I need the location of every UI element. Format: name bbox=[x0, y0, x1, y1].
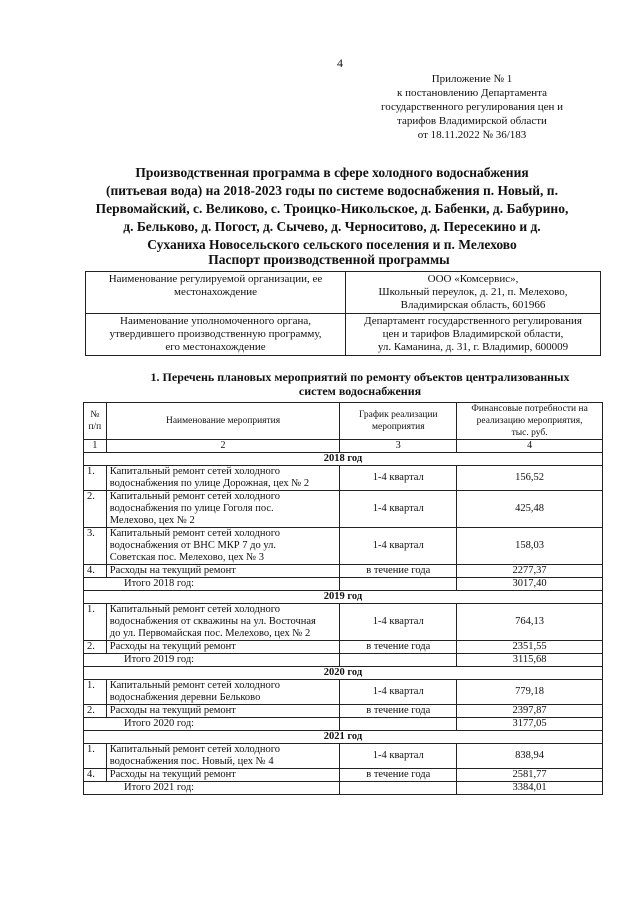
passport-value-line: ООО «Комсервис», bbox=[427, 273, 519, 285]
section-title-line: систем водоснабжения bbox=[298, 384, 422, 398]
passport-value-line: Владимирская область, 601966 bbox=[400, 299, 546, 311]
total-amount: 3017,40 bbox=[457, 578, 603, 591]
measure-amount: 156,52 bbox=[457, 466, 603, 491]
measure-schedule: в течение года bbox=[340, 565, 457, 578]
table-row bbox=[84, 680, 603, 705]
column-number: 1 bbox=[84, 440, 107, 453]
measure-name-line: Расходы на текущий ремонт bbox=[109, 769, 236, 780]
header-name bbox=[106, 403, 340, 440]
table-row bbox=[84, 705, 603, 718]
measure-name-line: Расходы на текущий ремонт bbox=[109, 705, 236, 716]
year-row bbox=[84, 591, 603, 604]
measure-amount: 2351,55 bbox=[457, 641, 603, 654]
header-line: п/п bbox=[88, 422, 102, 432]
title-line: Первомайский, с. Великово, с. Троицко-Никольское, д. Бабенки, д. Бабурино, bbox=[95, 201, 569, 216]
header-schedule bbox=[340, 403, 457, 440]
row-number: 3. bbox=[84, 528, 107, 565]
row-number: 1. bbox=[84, 680, 107, 705]
measure-name bbox=[106, 705, 340, 718]
passport-value-line: Школьный переулок, д. 21, п. Мелехово, bbox=[378, 286, 568, 298]
measure-name-line: Расходы на текущий ремонт bbox=[109, 641, 236, 652]
measure-schedule: 1-4 квартал bbox=[340, 744, 457, 769]
total-empty-cell bbox=[340, 654, 457, 667]
measure-name-line: Капитальный ремонт сетей холодного bbox=[109, 528, 281, 539]
measure-schedule: 1-4 квартал bbox=[340, 680, 457, 705]
total-row bbox=[84, 654, 603, 667]
year-label: 2021 год bbox=[84, 731, 603, 744]
header-line: График реализации bbox=[359, 410, 438, 420]
measure-name bbox=[106, 528, 340, 565]
measure-name-line: Советская пос. Мелехово, цех № 3 bbox=[109, 552, 265, 563]
measure-schedule: в течение года bbox=[340, 705, 457, 718]
appendix-line: тарифов Владимирской области bbox=[397, 115, 547, 127]
measure-name bbox=[106, 491, 340, 528]
title-line: (питьевая вода) на 2018-2023 годы по системе водоснабжения п. Новый, п. bbox=[106, 183, 558, 198]
measure-name-line: Мелехово, цех № 2 bbox=[109, 515, 195, 526]
measure-name-line: Капитальный ремонт сетей холодного bbox=[109, 744, 281, 755]
appendix-block bbox=[352, 72, 592, 142]
table-header-row bbox=[84, 403, 603, 440]
row-number: 4. bbox=[84, 565, 107, 578]
page-number: 4 bbox=[337, 56, 343, 70]
passport-row bbox=[86, 272, 601, 314]
passport-label-line: местонахождение bbox=[174, 286, 257, 298]
document-title bbox=[88, 164, 576, 254]
title-line: д. Бельково, д. Погост, д. Сычево, д. Черноситово, д. Пересекино и д. bbox=[123, 219, 541, 234]
measure-name bbox=[106, 604, 340, 641]
header-number bbox=[84, 403, 107, 440]
passport-value-line: Департамент государственного регулирования bbox=[364, 315, 582, 327]
appendix-line: от 18.11.2022 № 36/183 bbox=[417, 129, 527, 141]
measure-schedule: 1-4 квартал bbox=[340, 491, 457, 528]
table-row bbox=[84, 491, 603, 528]
title-line: Производственная программа в сфере холодного водоснабжения bbox=[135, 165, 529, 180]
year-row bbox=[84, 453, 603, 466]
measure-schedule: 1-4 квартал bbox=[340, 466, 457, 491]
total-amount: 3384,01 bbox=[457, 782, 603, 795]
row-number: 1. bbox=[84, 466, 107, 491]
year-row bbox=[84, 731, 603, 744]
table-row bbox=[84, 466, 603, 491]
total-empty-cell bbox=[340, 578, 457, 591]
appendix-line: государственного регулирования цен и bbox=[380, 101, 564, 113]
passport-label-line: его местонахождение bbox=[165, 341, 266, 353]
passport-value-line: цен и тарифов Владимирской области, bbox=[382, 328, 564, 340]
measures-table bbox=[83, 402, 603, 795]
column-number-row bbox=[84, 440, 603, 453]
measure-name bbox=[106, 744, 340, 769]
measure-name bbox=[106, 466, 340, 491]
passport-label-line: утвердившего производственную программу, bbox=[109, 328, 322, 340]
column-number: 3 bbox=[340, 440, 457, 453]
measure-name bbox=[106, 565, 340, 578]
measure-name-line: Капитальный ремонт сетей холодного bbox=[109, 491, 281, 502]
table-row bbox=[84, 528, 603, 565]
passport-value-line: ул. Каманина, д. 31, г. Владимир, 600009 bbox=[377, 341, 569, 353]
measure-name-line: водоснабжения по улице Дорожная, цех № 2 bbox=[109, 478, 310, 489]
table-row bbox=[84, 769, 603, 782]
header-line: тыс. руб. bbox=[511, 428, 548, 438]
row-number: 2. bbox=[84, 491, 107, 528]
header-line: № bbox=[90, 410, 100, 420]
measure-name-line: водоснабжения от скважины на ул. Восточная bbox=[109, 616, 316, 627]
measure-name-line: водоснабжения деревни Бельково bbox=[109, 692, 261, 703]
measure-name-line: Капитальный ремонт сетей холодного bbox=[109, 604, 281, 615]
row-number: 4. bbox=[84, 769, 107, 782]
measure-amount: 158,03 bbox=[457, 528, 603, 565]
column-number: 4 bbox=[457, 440, 603, 453]
measure-name-line: водоснабжения по улице Гоголя пос. bbox=[109, 503, 274, 514]
measure-amount: 2277,37 bbox=[457, 565, 603, 578]
table-row bbox=[84, 641, 603, 654]
passport-label-line: Наименование уполномоченного органа, bbox=[120, 315, 311, 327]
measure-schedule: 1-4 квартал bbox=[340, 604, 457, 641]
measure-name-line: водоснабжения пос. Новый, цех № 4 bbox=[109, 756, 274, 767]
total-row bbox=[84, 578, 603, 591]
table-row bbox=[84, 604, 603, 641]
measure-name-line: водоснабжения от ВНС МКР 7 до ул. bbox=[109, 540, 277, 551]
row-number: 2. bbox=[84, 705, 107, 718]
measure-amount: 779,18 bbox=[457, 680, 603, 705]
passport-table bbox=[85, 271, 601, 356]
measure-name-line: Капитальный ремонт сетей холодного bbox=[109, 466, 281, 477]
measure-name bbox=[106, 641, 340, 654]
total-label: Итого 2021 год: bbox=[84, 782, 340, 795]
measure-amount: 764,13 bbox=[457, 604, 603, 641]
measure-amount: 2397,87 bbox=[457, 705, 603, 718]
row-number: 1. bbox=[84, 604, 107, 641]
year-label: 2019 год bbox=[84, 591, 603, 604]
section-title bbox=[120, 370, 600, 398]
year-label: 2018 год bbox=[84, 453, 603, 466]
measures-table-body bbox=[84, 453, 603, 795]
measure-name-line: Расходы на текущий ремонт bbox=[109, 565, 236, 576]
measure-schedule: в течение года bbox=[340, 641, 457, 654]
header-finance bbox=[457, 403, 603, 440]
appendix-line: Приложение № 1 bbox=[431, 73, 513, 85]
total-amount: 3115,68 bbox=[457, 654, 603, 667]
measure-name bbox=[106, 680, 340, 705]
measure-amount: 838,94 bbox=[457, 744, 603, 769]
title-line: Суханиха Новосельского сельского поселения и п. Мелехово bbox=[147, 237, 517, 252]
total-row bbox=[84, 718, 603, 731]
table-row bbox=[84, 744, 603, 769]
row-number: 2. bbox=[84, 641, 107, 654]
header-line: мероприятия bbox=[371, 422, 425, 432]
passport-label bbox=[86, 314, 346, 356]
measure-amount: 2581,77 bbox=[457, 769, 603, 782]
passport-title: Паспорт производственной программы bbox=[208, 252, 450, 267]
passport-label-line: Наименование регулируемой организации, ее bbox=[108, 273, 323, 285]
header-line: Финансовые потребности на bbox=[471, 404, 588, 414]
total-label: Итого 2019 год: bbox=[84, 654, 340, 667]
measure-name-line: до ул. Первомайская пос. Мелехово, цех № 2 bbox=[109, 628, 311, 639]
total-label: Итого 2020 год: bbox=[84, 718, 340, 731]
total-label: Итого 2018 год: bbox=[84, 578, 340, 591]
passport-label bbox=[86, 272, 346, 314]
row-number: 1. bbox=[84, 744, 107, 769]
measure-schedule: 1-4 квартал bbox=[340, 528, 457, 565]
total-empty-cell bbox=[340, 782, 457, 795]
column-number: 2 bbox=[106, 440, 340, 453]
passport-row bbox=[86, 314, 601, 356]
total-empty-cell bbox=[340, 718, 457, 731]
table-row bbox=[84, 565, 603, 578]
measure-name bbox=[106, 769, 340, 782]
measure-schedule: в течение года bbox=[340, 769, 457, 782]
passport-value bbox=[346, 314, 601, 356]
total-amount: 3177,05 bbox=[457, 718, 603, 731]
total-row bbox=[84, 782, 603, 795]
year-row bbox=[84, 667, 603, 680]
appendix-line: к постановлению Департамента bbox=[396, 87, 548, 99]
section-title-line: 1. Перечень плановых мероприятий по ремонту объектов централизованных bbox=[150, 370, 570, 384]
year-label: 2020 год bbox=[84, 667, 603, 680]
passport-value bbox=[346, 272, 601, 314]
header-line: Наименование мероприятия bbox=[165, 416, 281, 426]
measure-amount: 425,48 bbox=[457, 491, 603, 528]
measure-name-line: Капитальный ремонт сетей холодного bbox=[109, 680, 281, 691]
header-line: реализацию мероприятия, bbox=[476, 416, 583, 426]
